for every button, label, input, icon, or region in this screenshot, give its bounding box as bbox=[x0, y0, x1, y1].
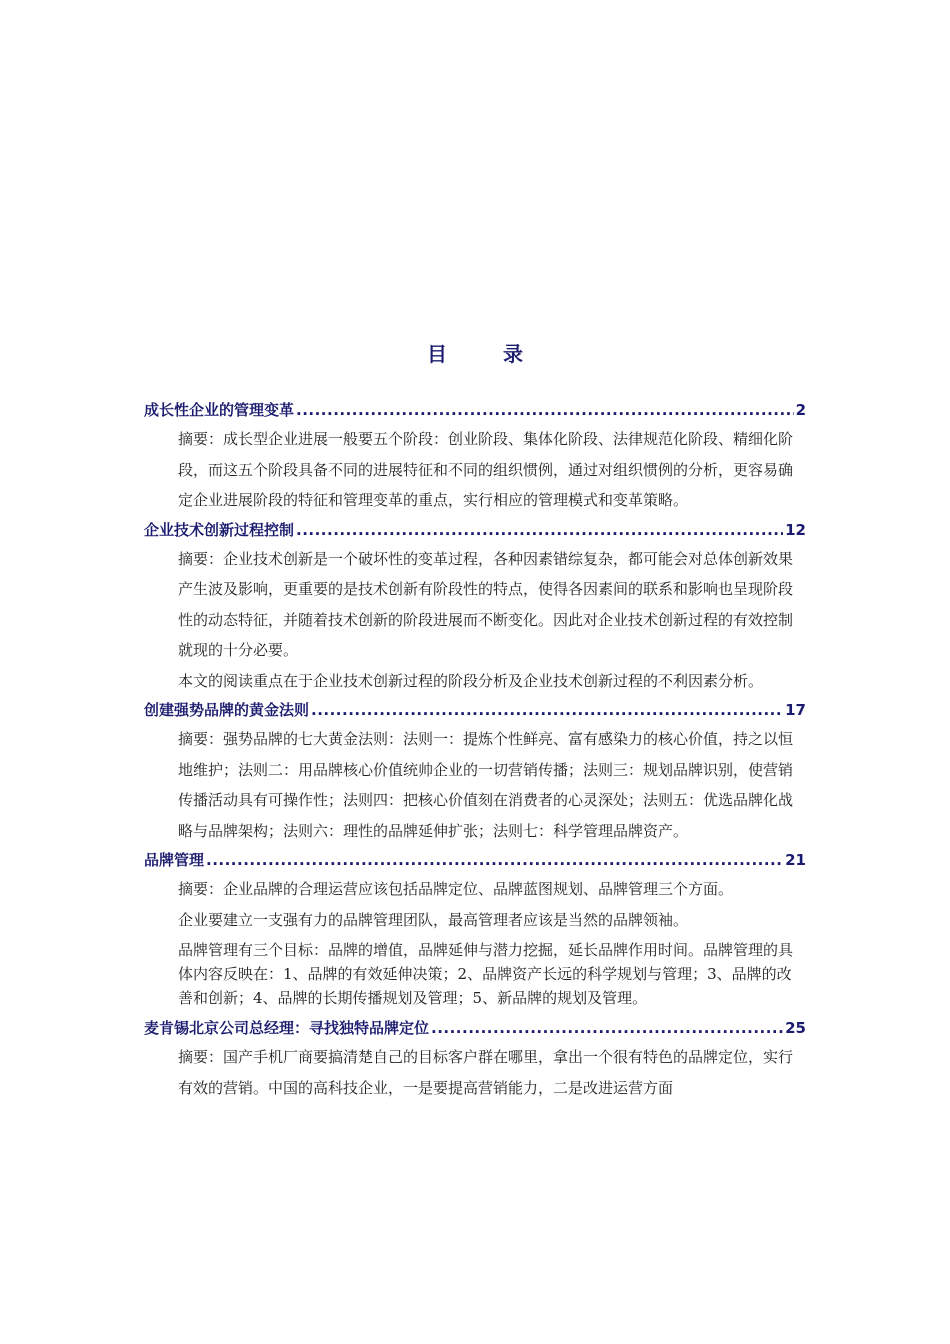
dot-leader bbox=[296, 396, 794, 424]
toc-abstract bbox=[178, 544, 806, 697]
title-char-2: 录 bbox=[503, 342, 523, 366]
toc-heading[interactable]: 品牌管理 bbox=[144, 851, 205, 869]
abstract-paragraph: 摘要：企业品牌的合理运营应该包括品牌定位、品牌蓝图规划、品牌管理三个方面。 bbox=[178, 880, 734, 898]
toc-page-number[interactable]: 25 bbox=[785, 1019, 806, 1037]
toc-abstract-detail bbox=[178, 938, 806, 1010]
toc-page-number[interactable]: 21 bbox=[785, 851, 806, 869]
toc-abstract bbox=[178, 874, 806, 935]
toc-page-number[interactable]: 17 bbox=[785, 701, 806, 719]
table-of-contents bbox=[144, 396, 806, 1103]
toc-abstract bbox=[178, 1042, 806, 1103]
abstract-paragraph: 摘要：企业技术创新是一个破坏性的变革过程，各种因素错综复杂，都可能会对总体创新效果产生波及影响，更重要的是技术创新有阶段性的特点，使得各因素间的联系和影响也呈现阶段性的动态特征，并随着技术创新的阶段进展而不断变化。因此对企业技术创新过程的有效控制就现的十分必要。 bbox=[178, 549, 794, 659]
toc-abstract bbox=[178, 724, 806, 846]
abstract-paragraph: 摘要：强势品牌的七大黄金法则：法则一：提炼个性鲜亮、富有感染力的核心价值，持之以恒地维护；法则二：用品牌核心价值统帅企业的一切营销传播；法则三：规划品牌识别，使营销传播活动具有可操作性；法则四：把核心价值刻在消费者的心灵深处；法则五：优选品牌化战略与品牌架构；法则六：理性的品牌延伸扩张；法则七：科学管理品牌资产。 bbox=[178, 730, 794, 840]
toc-entry-2[interactable] bbox=[144, 516, 806, 544]
abstract-paragraph: 摘要：国产手机厂商要搞清楚自己的目标客户群在哪里，拿出一个很有特色的品牌定位，实行有效的营销。中国的高科技企业，一是要提高营销能力，二是改进运营方面 bbox=[178, 1048, 794, 1097]
toc-abstract bbox=[178, 424, 806, 516]
toc-entry-4[interactable] bbox=[144, 846, 806, 874]
toc-page-number[interactable]: 12 bbox=[785, 520, 806, 539]
abstract-paragraph: 本文的阅读重点在于企业技术创新过程的阶段分析及企业技术创新过程的不利因素分析。 bbox=[178, 671, 764, 690]
toc-entry-5[interactable] bbox=[144, 1014, 806, 1042]
abstract-paragraph: 企业要建立一支强有力的品牌管理团队，最高管理者应该是当然的品牌领袖。 bbox=[178, 910, 689, 929]
dot-leader bbox=[431, 1014, 783, 1042]
toc-page-number[interactable]: 2 bbox=[795, 401, 806, 419]
toc-entry-1[interactable] bbox=[144, 396, 806, 424]
toc-entry-3[interactable] bbox=[144, 696, 806, 724]
abstract-paragraph: 摘要：成长型企业进展一般要五个阶段：创业阶段、集体化阶段、法律规范化阶段、精细化阶段，而这五个阶段具备不同的进展特征和不同的组织惯例，通过对组织惯例的分析，更容易确定企业进展阶段的特征和管理变革的重点，实行相应的管理模式和变革策略。 bbox=[178, 430, 794, 509]
page-title bbox=[0, 338, 950, 367]
abstract-paragraph: 品牌管理有三个目标：品牌的增值，品牌延伸与潜力挖掘，延长品牌作用时间。品牌管理的具体内容反映在：1、品牌的有效延伸决策；2、品牌资产长远的科学规划与管理；3、品牌的改善和创新；4、品牌的长期传播规划及管理；5、新品牌的规划及管理。 bbox=[178, 941, 794, 1007]
dot-leader bbox=[206, 846, 783, 874]
toc-heading[interactable]: 麦肯锡北京公司总经理：寻找独特品牌定位 bbox=[144, 1019, 430, 1037]
toc-heading[interactable]: 创建强势品牌的黄金法则 bbox=[144, 701, 310, 719]
title-char-1: 目 bbox=[427, 342, 447, 366]
toc-heading[interactable]: 成长性企业的管理变革 bbox=[144, 401, 295, 419]
dot-leader bbox=[311, 696, 783, 724]
dot-leader bbox=[296, 516, 783, 544]
toc-heading[interactable]: 企业技术创新过程控制 bbox=[144, 520, 295, 539]
